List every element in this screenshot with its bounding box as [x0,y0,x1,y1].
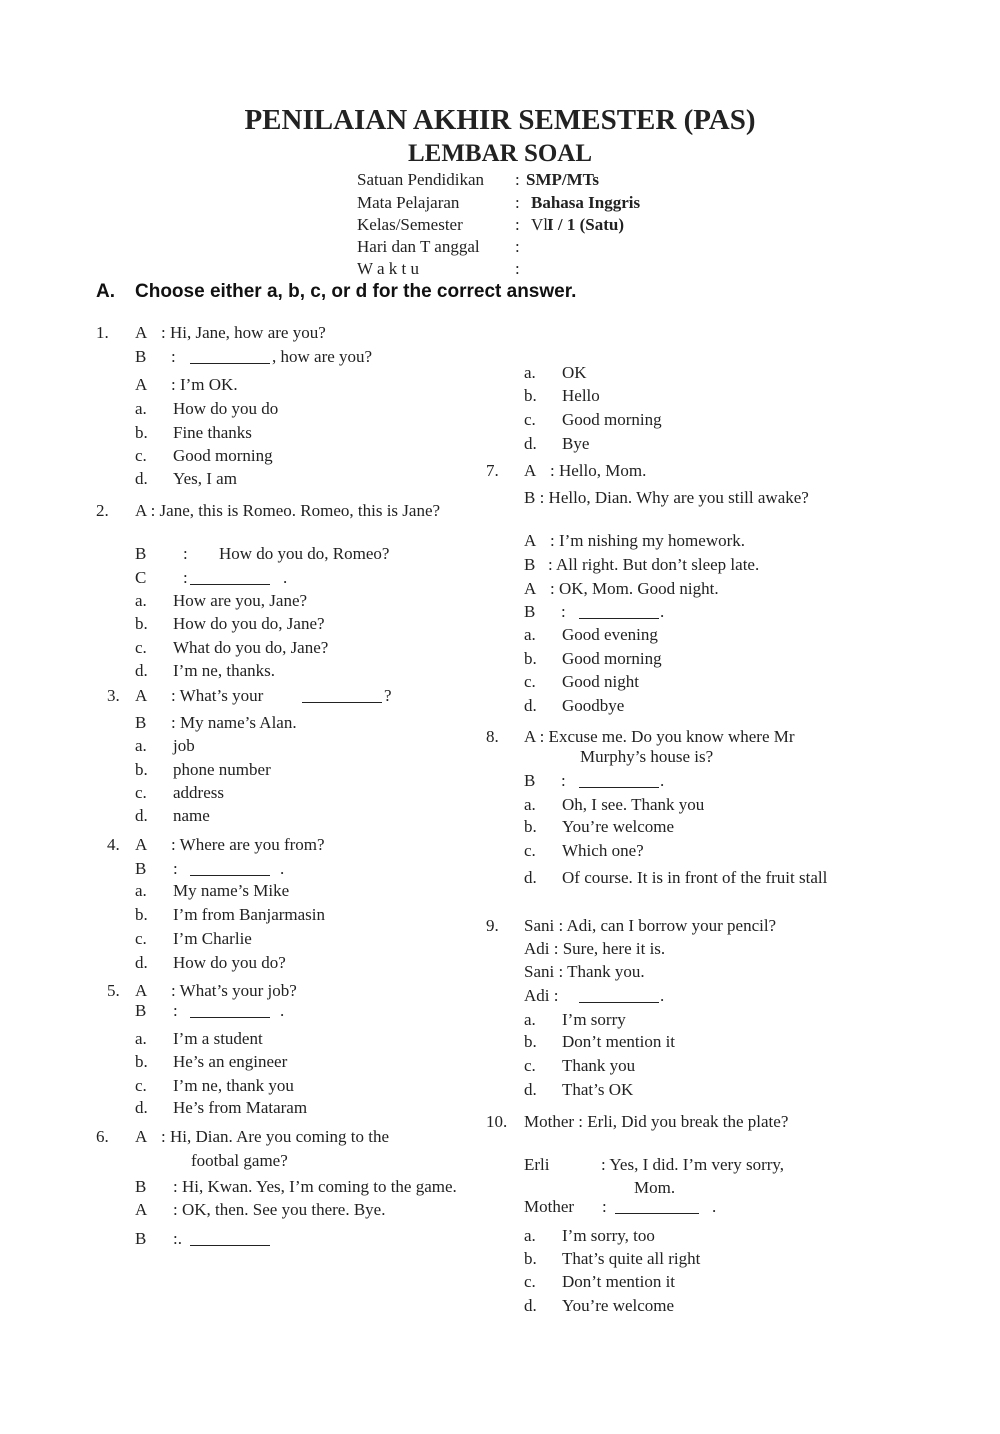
dialog-line: : Hello, Mom. [550,461,647,480]
option-letter: a. [524,795,536,814]
dialog-line: : Yes, I did. I’m very sorry, [601,1155,785,1174]
option-letter: b. [135,423,148,442]
speaker: B [135,1229,147,1248]
option-text: job [173,736,195,755]
question-number: 10. [486,1112,508,1131]
speaker: B [524,555,536,574]
option-text: I’m ne, thank you [173,1076,294,1095]
speaker: B [524,602,536,621]
dialog-line: : OK, Mom. Good night. [550,579,719,598]
speaker: A [135,375,148,394]
dialog-line: : Where are you from? [171,835,325,854]
option-text: How are you, Jane? [173,591,308,610]
option-letter: c. [524,841,536,860]
option-text: Good morning [562,410,662,429]
dialog-line: Sani : Adi, can I borrow your pencil? [524,916,777,935]
option-text: OK [562,363,587,382]
dialog-line: : [173,859,178,878]
option-text: Don’t mention it [562,1032,676,1051]
option-letter: d. [524,434,537,453]
dialog-line: footbal game? [191,1151,288,1170]
option-letter: a. [135,881,147,900]
page-title: PENILAIAN AKHIR SEMESTER (PAS) [244,104,756,136]
question-number: 9. [486,916,499,935]
option-letter: b. [135,614,148,633]
option-letter: b. [524,1032,537,1051]
dialog-line: : Hi, Kwan. Yes, I’m coming to the game. [173,1177,457,1196]
speaker: A [135,981,148,1000]
option-text: name [173,806,210,825]
speaker: A [524,531,537,550]
answer-blank [615,1197,699,1219]
option-letter: d. [524,1080,537,1099]
section-label: A. [96,281,115,302]
info-value: SMP/MTs [526,170,600,189]
dialog-line: : I’m nishing my homework. [550,531,746,550]
section-instruction: Choose either a, b, c, or d for the correct answer. [135,281,577,302]
speaker: A [524,579,537,598]
dialog-line: : [171,347,176,366]
dialog-line: : Hi, Jane, how are you? [161,323,326,342]
info-label: Kelas/Semester [357,215,463,234]
dialog-line: Adi : Sure, here it is. [524,939,666,958]
dialog-line: Sani : Thank you. [524,962,645,981]
option-text: You’re welcome [562,1296,675,1315]
dialog-line: . [283,568,288,587]
dialog-line: Mother : Erli, Did you break the plate? [524,1112,789,1131]
question-number: 6. [96,1127,109,1146]
option-text: Good morning [562,649,662,668]
dialog-line: . [280,1001,285,1020]
option-text: Good evening [562,625,658,644]
speaker: B [135,347,147,366]
answer-blank [190,347,270,369]
option-letter: a. [135,399,147,418]
speaker: B [135,544,147,563]
dialog-line: . [660,771,665,790]
speaker: Erli [524,1155,550,1174]
dialog-line: . [712,1197,717,1216]
option-letter: c. [524,410,536,429]
info-sep: : [515,215,520,234]
question-number: 5. [107,981,120,1000]
answer-blank [190,1001,270,1023]
option-text: I’m a student [173,1029,263,1048]
answer-blank [579,602,659,624]
option-text: Good morning [173,446,273,465]
dialog-line: : [183,568,188,587]
option-letter: c. [524,672,536,691]
option-text: My name’s Mike [173,881,290,900]
answer-blank [190,859,270,881]
dialog-line: . [660,986,665,1005]
option-letter: a. [524,625,536,644]
option-letter: a. [524,1226,536,1245]
question-number: 1. [96,323,109,342]
info-value: Bahasa Inggris [531,193,641,212]
dialog-line: Mom. [634,1178,676,1197]
option-text: I’m ne, thanks. [173,661,275,680]
option-text: I’m sorry, too [562,1226,655,1245]
speaker: A [135,1200,148,1219]
speaker: B [135,859,147,878]
option-letter: d. [135,1098,148,1117]
dialog-line: : [561,771,566,790]
option-text: How do you do [173,399,279,418]
info-sep: : [515,259,520,278]
option-letter: b. [524,649,537,668]
option-text: You’re welcome [562,817,675,836]
answer-blank [302,686,382,708]
question-number: 7. [486,461,499,480]
option-letter: b. [135,760,148,779]
option-letter: c. [135,446,147,465]
question-number: 2. [96,501,109,520]
info-value: I / 1 (Satu) [547,215,624,234]
question-number: 4. [107,835,120,854]
dialog-line: Adi : [524,986,559,1005]
info-label: W a k t u [357,259,420,278]
option-letter: a. [135,1029,147,1048]
speaker: B [135,1177,147,1196]
option-letter: b. [524,1249,537,1268]
option-text: How do you do, Jane? [173,614,325,633]
speaker: A [135,1127,148,1146]
answer-blank [579,986,659,1008]
option-text: I’m sorry [562,1010,626,1029]
option-text: That’s OK [562,1080,634,1099]
dialog-line: A : Jane, this is Romeo. Romeo, this is Jane? [135,501,441,520]
option-text: Of course. It is in front of the fruit stall [562,868,828,887]
page-subtitle: LEMBAR SOAL [407,140,593,167]
info-label: Mata Pelajaran [357,193,460,212]
dialog-line: : What’s your job? [171,981,297,1000]
info-label: Satuan Pendidikan [357,170,485,189]
option-letter: b. [135,1052,148,1071]
option-text: What do you do, Jane? [173,638,329,657]
option-letter: d. [524,868,537,887]
option-text: He’s an engineer [173,1052,288,1071]
speaker: B [135,713,147,732]
option-text: Don’t mention it [562,1272,676,1291]
option-text: Oh, I see. Thank you [562,795,705,814]
dialog-line: A : Excuse me. Do you know where Mr [524,727,795,746]
dialog-line: : [602,1197,607,1216]
option-letter: d. [135,806,148,825]
option-letter: a. [524,1010,536,1029]
option-letter: d. [524,1296,537,1315]
option-letter: a. [135,591,147,610]
dialog-line: ? [384,686,392,705]
dialog-line: : Hi, Dian. Are you coming to the [161,1127,390,1146]
speaker: A [524,461,537,480]
dialog-line: : [173,1001,178,1020]
speaker: A [135,686,148,705]
option-letter: b. [135,905,148,924]
option-letter: c. [135,783,147,802]
dialog-line: : My name’s Alan. [171,713,297,732]
option-letter: c. [524,1272,536,1291]
dialog-line: How do you do, Romeo? [219,544,390,563]
dialog-line: : [561,602,566,621]
option-text: Fine thanks [173,423,252,442]
option-text: address [173,783,224,802]
speaker: B [135,1001,147,1020]
option-text: That’s quite all right [562,1249,701,1268]
option-letter: d. [524,696,537,715]
option-text: I’m Charlie [173,929,252,948]
dialog-line: : [183,544,188,563]
info-label: Hari dan T anggal [357,237,480,256]
dialog-line: . [660,602,665,621]
dialog-line: : I’m OK. [171,375,238,394]
question-number: 8. [486,727,499,746]
option-text: phone number [173,760,271,779]
option-text: How do you do? [173,953,286,972]
dialog-line: : All right. But don’t sleep late. [548,555,760,574]
option-text: Yes, I am [173,469,237,488]
option-text: Which one? [562,841,644,860]
option-letter: d. [135,469,148,488]
speaker: A [135,835,148,854]
speaker: A [135,323,148,342]
option-letter: d. [135,661,148,680]
dialog-line: Murphy’s house is? [580,747,714,766]
dialog-line: , how are you? [272,347,373,366]
dialog-line: : OK, then. See you there. Bye. [173,1200,386,1219]
info-value-prefix: Vl [531,215,548,234]
dialog-line: B : Hello, Dian. Why are you still awake? [524,488,809,507]
option-letter: a. [524,363,536,382]
dialog-line: . [280,859,285,878]
option-text: Goodbye [562,696,625,715]
answer-blank [190,1229,270,1251]
answer-blank [579,771,659,793]
info-sep: : [515,193,520,212]
option-letter: d. [135,953,148,972]
option-text: I’m from Banjarmasin [173,905,326,924]
option-letter: b. [524,817,537,836]
dialog-line: : What’s your [171,686,264,705]
dialog-line: :. [173,1229,182,1248]
option-letter: c. [135,1076,147,1095]
option-text: Hello [562,386,600,405]
answer-blank [190,568,270,590]
option-text: Good night [562,672,639,691]
speaker: C [135,568,147,587]
option-text: He’s from Mataram [173,1098,308,1117]
option-letter: b. [524,386,537,405]
info-sep: : [515,170,520,189]
option-text: Bye [562,434,590,453]
question-number: 3. [107,686,120,705]
option-letter: c. [135,929,147,948]
option-letter: c. [135,638,147,657]
speaker: Mother [524,1197,575,1216]
speaker: B [524,771,536,790]
option-text: Thank you [562,1056,636,1075]
option-letter: a. [135,736,147,755]
info-sep: : [515,237,520,256]
option-letter: c. [524,1056,536,1075]
